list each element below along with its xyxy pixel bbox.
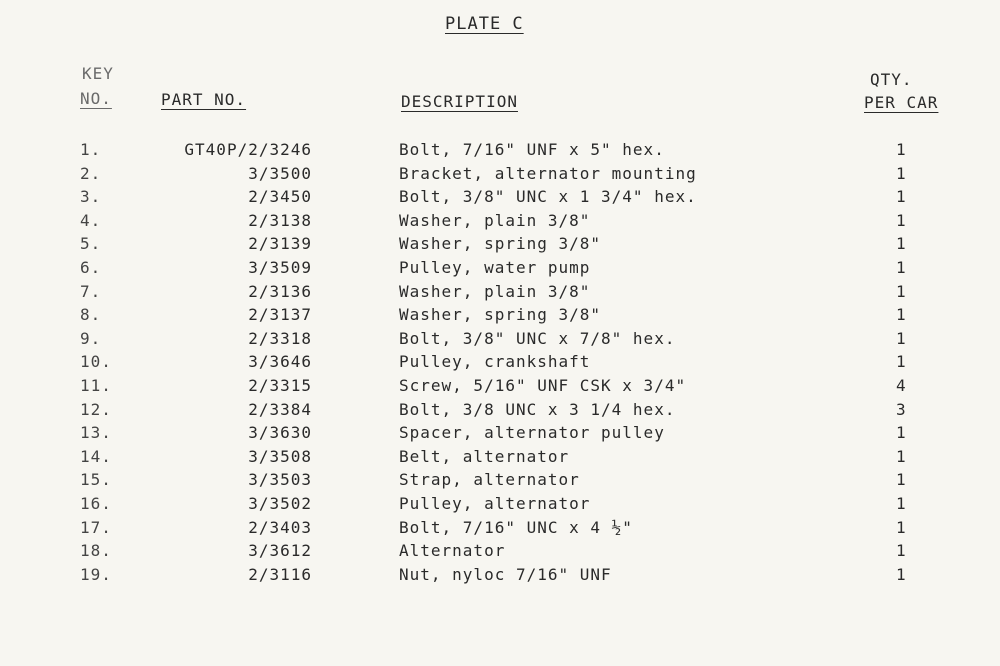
row-quantity: 1 — [896, 210, 907, 230]
row-quantity: 1 — [896, 163, 907, 183]
row-description: Bracket, alternator mounting — [399, 163, 697, 183]
row-description: Bolt, 7/16" UNC x 4 ½" — [399, 517, 633, 537]
row-key-number: 3. — [80, 187, 102, 207]
row-description: Strap, alternator — [399, 470, 580, 490]
row-description: Nut, nyloc 7/16" UNF — [399, 564, 612, 584]
row-key-number: 10. — [80, 352, 112, 372]
row-quantity: 1 — [896, 352, 907, 372]
table-row — [0, 211, 1000, 235]
row-key-number: 5. — [80, 234, 102, 254]
row-key-number: 15. — [80, 470, 112, 490]
row-description: Washer, spring 3/8" — [399, 305, 602, 325]
row-part-number: 2/3138 — [248, 210, 312, 230]
row-description: Bolt, 7/16" UNF x 5" hex. — [399, 140, 665, 159]
row-key-number: 6. — [80, 257, 102, 277]
row-quantity: 1 — [896, 305, 907, 325]
row-description: Bolt, 3/8" UNC x 1 3/4" hex. — [399, 187, 697, 207]
row-part-number: 3/3612 — [248, 541, 312, 561]
row-quantity: 1 — [896, 281, 907, 301]
page-title: PLATE C — [445, 14, 524, 34]
table-row — [0, 447, 1000, 471]
table-row — [0, 140, 1000, 164]
row-description: Washer, spring 3/8" — [399, 234, 602, 254]
row-part-number: 3/3630 — [248, 423, 312, 443]
parts-table — [0, 140, 1000, 588]
header-key-line1: KEY — [82, 64, 114, 83]
row-part-number: 3/3503 — [248, 470, 312, 490]
row-key-number: 8. — [80, 305, 102, 325]
row-quantity: 1 — [896, 470, 907, 490]
table-row — [0, 423, 1000, 447]
table-row — [0, 234, 1000, 258]
table-row — [0, 258, 1000, 282]
row-part-number: 3/3508 — [248, 446, 312, 466]
table-row — [0, 376, 1000, 400]
row-description: Pulley, water pump — [399, 257, 591, 277]
row-quantity: 3 — [896, 399, 907, 419]
table-row — [0, 305, 1000, 329]
row-key-number: 19. — [80, 564, 112, 584]
header-qty-line1: QTY. — [870, 70, 913, 89]
row-key-number: 7. — [80, 281, 102, 301]
row-part-number: 2/3139 — [248, 234, 312, 254]
row-quantity: 1 — [896, 493, 907, 513]
row-quantity: 1 — [896, 187, 907, 207]
row-description: Pulley, alternator — [399, 493, 591, 513]
row-description: Pulley, crankshaft — [399, 352, 591, 372]
row-description: Alternator — [399, 541, 506, 561]
row-quantity: 1 — [896, 541, 907, 561]
row-quantity: 1 — [896, 328, 907, 348]
row-description: Spacer, alternator pulley — [399, 423, 665, 443]
row-key-number: 11. — [80, 375, 112, 395]
table-row — [0, 565, 1000, 589]
row-quantity: 1 — [896, 517, 907, 537]
header-part-no: PART NO. — [161, 90, 247, 109]
row-description: Belt, alternator — [399, 446, 570, 466]
row-part-number: 2/3116 — [248, 564, 312, 584]
table-row — [0, 352, 1000, 376]
row-key-number: 9. — [80, 328, 102, 348]
row-part-number: 2/3403 — [248, 517, 312, 537]
row-key-number: 1. — [80, 140, 102, 159]
header-qty-line2: PER CAR — [864, 93, 939, 112]
row-part-number: 2/3450 — [248, 187, 312, 207]
row-part-number: 3/3646 — [248, 352, 312, 372]
row-key-number: 12. — [80, 399, 112, 419]
row-key-number: 14. — [80, 446, 112, 466]
row-key-number: 16. — [80, 493, 112, 513]
table-row — [0, 400, 1000, 424]
header-key-line2: NO. — [80, 89, 112, 108]
row-description: Screw, 5/16" UNF CSK x 3/4" — [399, 375, 687, 395]
row-part-number: 3/3502 — [248, 493, 312, 513]
row-quantity: 1 — [896, 234, 907, 254]
header-description: DESCRIPTION — [401, 92, 518, 111]
table-row — [0, 187, 1000, 211]
row-quantity: 1 — [896, 446, 907, 466]
table-row — [0, 494, 1000, 518]
row-part-number: 3/3500 — [248, 163, 312, 183]
row-part-number: 3/3509 — [248, 257, 312, 277]
row-part-number: 2/3315 — [248, 375, 312, 395]
row-key-number: 17. — [80, 517, 112, 537]
row-key-number: 2. — [80, 163, 102, 183]
row-quantity: 1 — [896, 423, 907, 443]
row-key-number: 13. — [80, 423, 112, 443]
row-description: Washer, plain 3/8" — [399, 210, 591, 230]
row-part-number: 2/3136 — [248, 281, 312, 301]
row-key-number: 4. — [80, 210, 102, 230]
row-part-number: 2/3384 — [248, 399, 312, 419]
table-row — [0, 282, 1000, 306]
table-row — [0, 164, 1000, 188]
table-row — [0, 470, 1000, 494]
row-key-number: 18. — [80, 541, 112, 561]
row-quantity: 1 — [896, 257, 907, 277]
row-description: Bolt, 3/8 UNC x 3 1/4 hex. — [399, 399, 676, 419]
table-row — [0, 329, 1000, 353]
row-quantity: 4 — [896, 375, 907, 395]
table-row — [0, 518, 1000, 542]
row-part-number: GT40P/2/3246 — [184, 140, 312, 159]
row-description: Bolt, 3/8" UNC x 7/8" hex. — [399, 328, 676, 348]
row-quantity: 1 — [896, 564, 907, 584]
row-quantity: 1 — [896, 140, 907, 159]
row-part-number: 2/3318 — [248, 328, 312, 348]
row-part-number: 2/3137 — [248, 305, 312, 325]
row-description: Washer, plain 3/8" — [399, 281, 591, 301]
table-row — [0, 541, 1000, 565]
